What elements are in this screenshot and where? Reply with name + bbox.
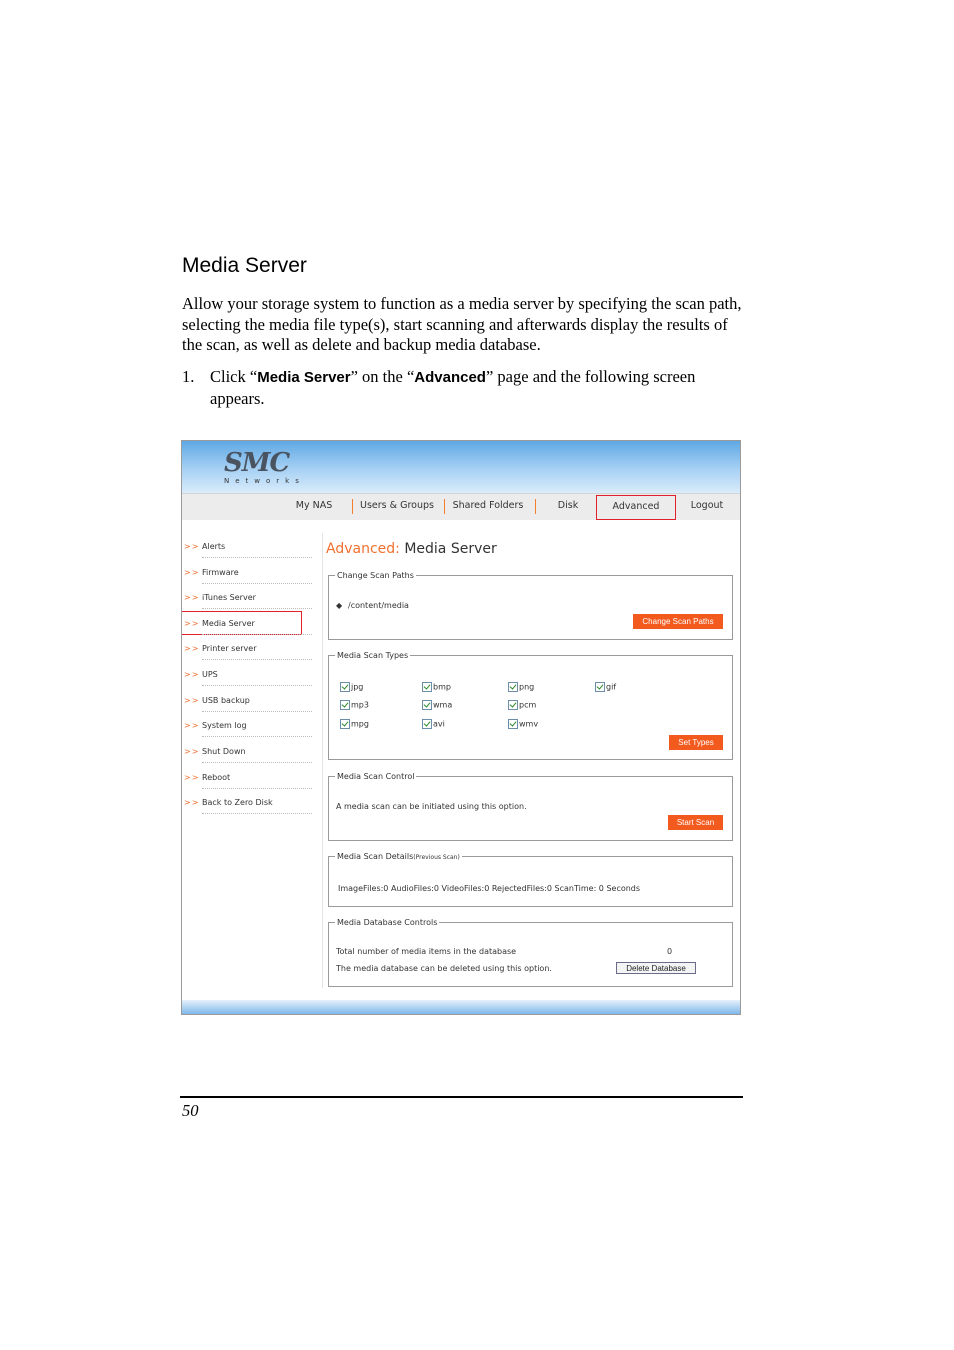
sidebar-item-firmware[interactable]: >> Firmware	[182, 559, 314, 583]
sidebar-item-system-log[interactable]: >> System log	[182, 712, 314, 736]
sidebar-item-ups[interactable]: >> UPS	[182, 661, 314, 685]
delete-database-button[interactable]: Delete Database	[616, 962, 696, 974]
scan-paths-panel: Change Scan Paths	[328, 571, 733, 640]
scan-types-panel: Media Scan Types	[328, 651, 733, 760]
path-bullet: ◆	[336, 601, 343, 610]
top-nav	[182, 493, 740, 520]
sidebar-item-usb-backup[interactable]: >> USB backup	[182, 687, 314, 711]
sidebar-item-media-server[interactable]: >> Media Server	[182, 610, 314, 634]
step-text: Click “Media Server” on the “Advanced” page and the following screen appears.	[210, 367, 696, 408]
step-bold-media-server: Media Server	[257, 369, 351, 386]
type-bmp-checkbox[interactable]: bmp	[422, 682, 451, 692]
scan-details-text: ImageFiles:0 AudioFiles:0 VideoFiles:0 RejectedFiles:0 ScanTime: 0 Seconds	[338, 884, 641, 893]
type-wmv-checkbox[interactable]: wmv	[508, 719, 538, 729]
type-gif-checkbox[interactable]: gif	[595, 682, 616, 692]
type-wma-checkbox[interactable]: wma	[422, 700, 452, 710]
nav-my-nas[interactable]: My NAS	[295, 500, 333, 511]
sidebar-item-itunes-server[interactable]: >> iTunes Server	[182, 584, 314, 608]
nav-advanced[interactable]: Advanced	[596, 495, 676, 520]
db-total-label: Total number of media items in the database	[336, 947, 517, 956]
type-avi-checkbox[interactable]: avi	[422, 719, 445, 729]
footer-bar	[182, 1000, 740, 1014]
start-scan-button[interactable]: Start Scan	[668, 815, 723, 830]
type-png-checkbox[interactable]: png	[508, 682, 534, 692]
nav-shared-folders[interactable]: Shared Folders	[452, 500, 524, 511]
sidebar-item-reboot[interactable]: >> Reboot	[182, 764, 314, 788]
change-scan-paths-button[interactable]: Change Scan Paths	[633, 614, 723, 629]
type-jpg-checkbox[interactable]: jpg	[340, 682, 363, 692]
database-controls-panel: Media Database Controls	[328, 918, 733, 987]
sidebar-item-shut-down[interactable]: >> Shut Down	[182, 738, 314, 762]
smc-logo: SMC Networks	[224, 448, 305, 485]
db-delete-text: The media database can be deleted using this option.	[336, 964, 552, 973]
sidebar-item-alerts[interactable]: >> Alerts	[182, 533, 314, 557]
db-total-value: 0	[667, 947, 673, 956]
step-bold-advanced: Advanced	[414, 369, 486, 386]
type-mp3-checkbox[interactable]: mp3	[340, 700, 369, 710]
type-mpg-checkbox[interactable]: mpg	[340, 719, 369, 729]
type-pcm-checkbox[interactable]: pcm	[508, 700, 536, 710]
step-number: 1.	[182, 367, 195, 386]
page-number: 50	[182, 1101, 199, 1120]
scan-details-panel: Media Scan Details(Previous Scan)	[328, 852, 733, 907]
footer-rule	[180, 1096, 743, 1098]
nav-users-groups[interactable]: Users & Groups	[360, 500, 434, 511]
sidebar-item-back-to-zero-disk[interactable]: >> Back to Zero Disk	[182, 789, 314, 813]
section-heading: Media Server	[182, 254, 307, 277]
scan-path-value: /content/media	[348, 601, 409, 610]
scan-control-text: A media scan can be initiated using this option.	[336, 802, 527, 811]
nas-screenshot	[181, 440, 741, 1015]
page-title: Advanced: Media Server	[326, 541, 497, 557]
sidebar-item-printer-server[interactable]: >> Printer server	[182, 635, 314, 659]
scan-control-panel: Media Scan Control	[328, 772, 733, 841]
nav-logout[interactable]: Logout	[690, 500, 724, 511]
set-types-button[interactable]: Set Types	[669, 735, 723, 750]
header-banner	[182, 441, 740, 493]
intro-paragraph: Allow your storage system to function as a media server by specifying the scan path, selecting the media file type(s), start scanning and afterwards display the results of the scan, as well as delete and backup media database.	[182, 294, 742, 354]
nav-disk[interactable]: Disk	[557, 500, 579, 511]
